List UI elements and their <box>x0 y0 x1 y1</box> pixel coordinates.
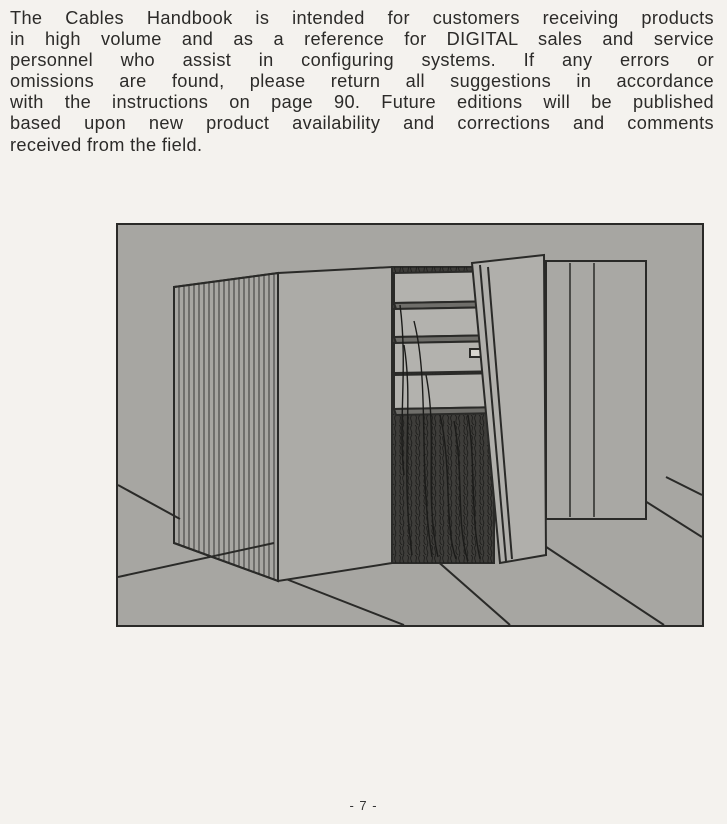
paragraph-line: omissions are found, please return all suggestions in accordance <box>10 71 714 92</box>
cabinet-right-back <box>546 261 646 519</box>
paragraph-line: in high volume and as a reference for DIGITAL sales and service <box>10 29 714 50</box>
cabinet-illustration <box>118 225 702 625</box>
paragraph-line: based upon new product availability and corrections and comments <box>10 113 714 134</box>
paragraph-line: personnel who assist in configuring systems. If any errors or <box>10 50 714 71</box>
intro-paragraph <box>10 8 714 156</box>
cabinet-illustration-figure <box>116 223 704 627</box>
paragraph-line: with the instructions on page 90. Future editions will be published <box>10 92 714 113</box>
paragraph-line: received from the field. <box>10 134 203 155</box>
page-number: - 7 - <box>349 798 378 813</box>
paragraph-line: The Cables Handbook is intended for customers receiving products <box>10 8 714 28</box>
cabinet-front-left <box>174 267 392 581</box>
